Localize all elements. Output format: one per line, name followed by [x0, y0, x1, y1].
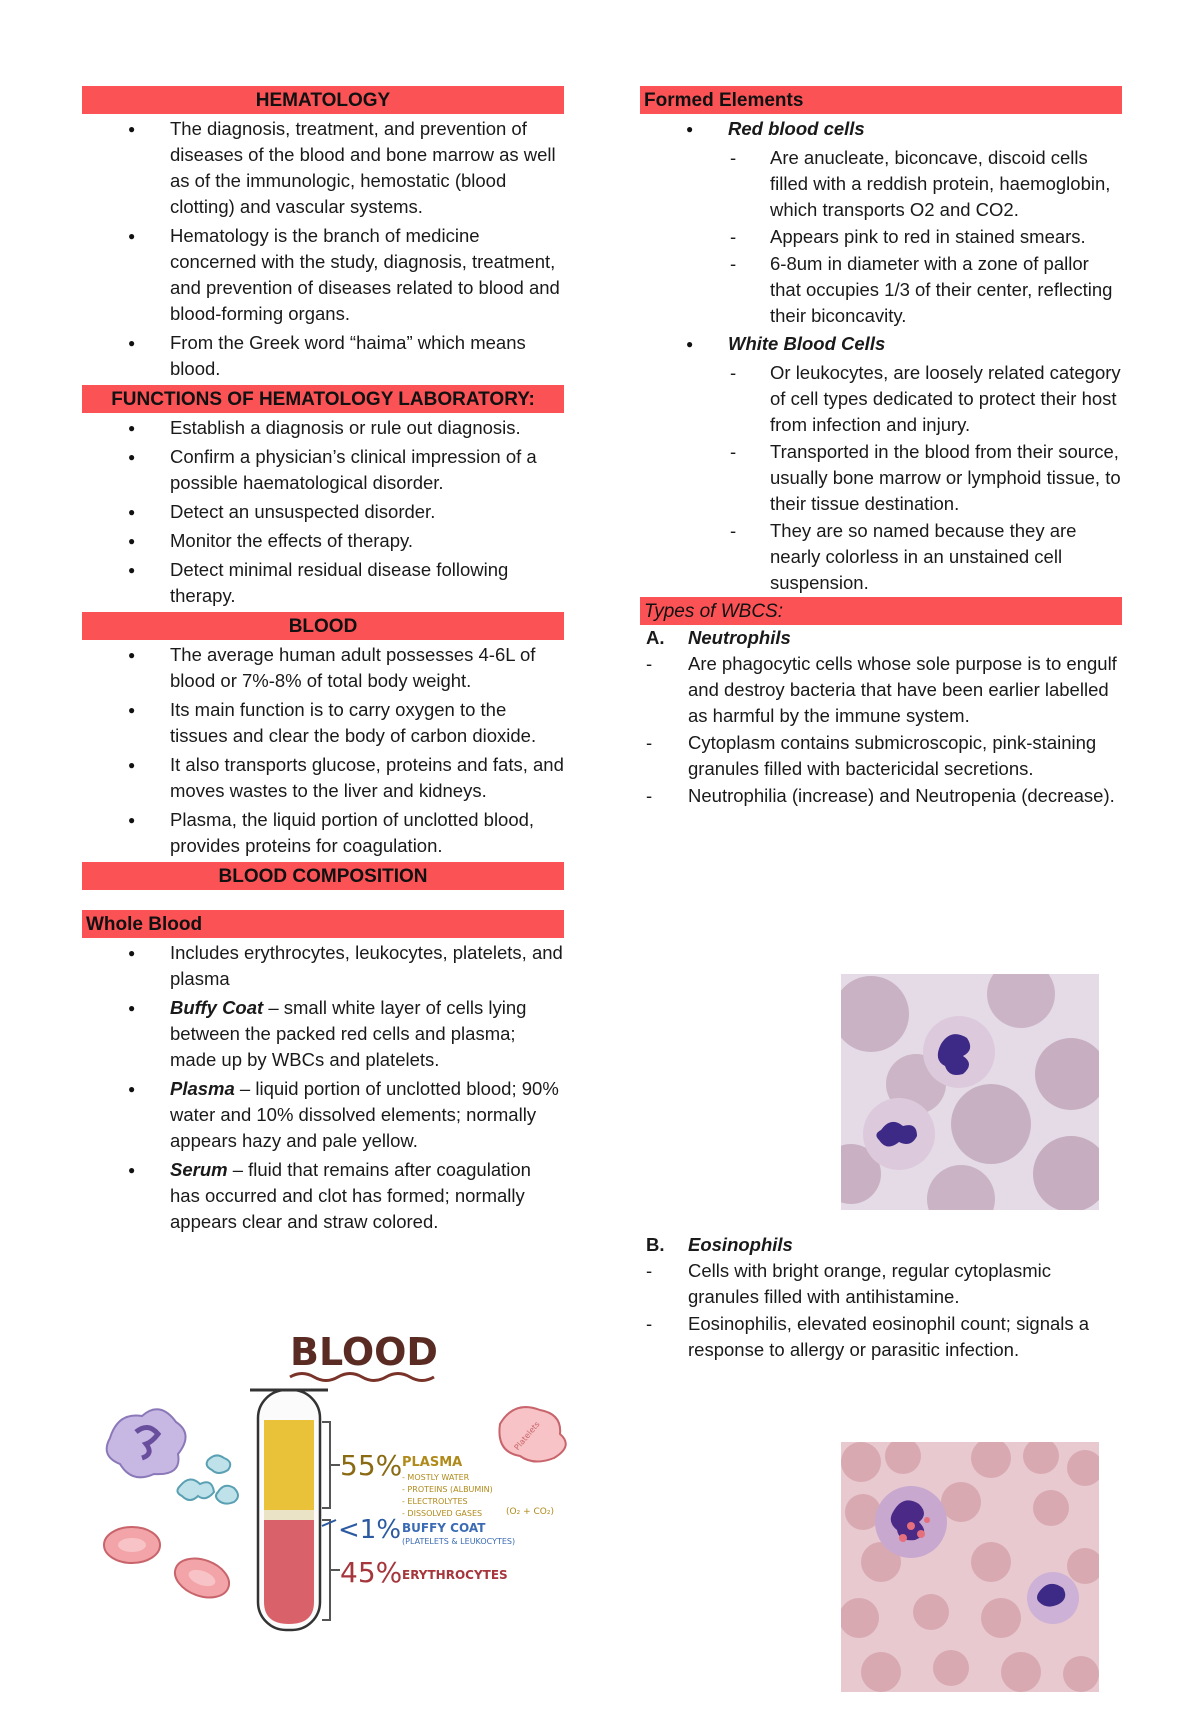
- platelet-icon: [177, 1455, 238, 1503]
- types-of-wbcs-header: Types of WBCS:: [640, 597, 1122, 625]
- list-item: ● Includes erythrocytes, leukocytes, platelets, and plasma: [82, 940, 564, 992]
- list-item: ● Its main function is to carry oxygen to the tissues and clear the body of carbon dioxide.: [82, 697, 564, 749]
- platelet-cell-icon: [499, 1407, 565, 1461]
- list-item: - Are phagocytic cells whose sole purpose is to engulf and destroy bacteria that have been earlier labelled as harmful by the immune system.: [640, 651, 1122, 729]
- blood-composition-diagram: [100, 1320, 600, 1650]
- list-item: ● The average human adult possesses 4-6L of blood or 7%-8% of total body weight.: [82, 642, 564, 694]
- erythrocytes-percent: 45%: [340, 1556, 403, 1589]
- list-item: ● Confirm a physician’s clinical impression of a possible haematological disorder.: [82, 444, 564, 496]
- list-item: ● Hematology is the branch of medicine concerned with the study, diagnosis, treatment, and prevention of diseases related to blood and blood-forming organs.: [82, 223, 564, 327]
- list-item: - Cells with bright orange, regular cytoplasmic granules filled with antihistamine.: [640, 1258, 1122, 1310]
- list-item: ● Establish a diagnosis or rule out diagnosis.: [82, 415, 564, 441]
- platelets-label: Platelets: [512, 1419, 542, 1452]
- wbc-list: [640, 360, 1122, 596]
- rbc-list: [640, 145, 1122, 329]
- list-item: ● From the Greek word “haima” which means blood.: [82, 330, 564, 382]
- hematology-header: HEMATOLOGY: [82, 86, 564, 114]
- list-item: [82, 995, 564, 1073]
- serum-text: – fluid that remains after coagulation has occurred and clot has formed; normally appears clear and straw colored.: [170, 1159, 531, 1232]
- left-column: [82, 86, 564, 1238]
- rbc-title: ● Red blood cells: [640, 116, 1122, 142]
- list-item: - Are anucleate, biconcave, discoid cells filled with a reddish protein, haemoglobin, which transports O2 and CO2.: [640, 145, 1122, 223]
- buffy-sub: (PLATELETS & LEUKOCYTES): [402, 1537, 516, 1546]
- plasma-text: – liquid portion of unclotted blood; 90% water and 10% dissolved elements; normally appears hazy and pale yellow.: [170, 1078, 559, 1151]
- eosinophil-micrograph: [841, 1442, 1099, 1692]
- rbc-section: [640, 116, 1122, 142]
- neutrophils-letter: A.: [646, 627, 665, 648]
- eosinophils-heading: [640, 1232, 1122, 1258]
- functions-list: [82, 415, 564, 609]
- right-column: [640, 86, 1122, 810]
- list-item: ● Detect an unsuspected disorder.: [82, 499, 564, 525]
- plasma-percent: 55%: [340, 1449, 403, 1482]
- list-item: - 6-8um in diameter with a zone of pallor that occupies 1/3 of their center, reflecting their biconcavity.: [640, 251, 1122, 329]
- formed-elements-header: Formed Elements: [640, 86, 1122, 114]
- list-item: - Appears pink to red in stained smears.: [640, 224, 1122, 250]
- wbc-section: [640, 331, 1122, 357]
- list-item: ● Monitor the effects of therapy.: [82, 528, 564, 554]
- list-item: - Transported in the blood from their source, usually bone marrow or lymphoid tissue, to their tissue destination.: [640, 439, 1122, 517]
- plasma-sub-1: - MOSTLY WATER: [402, 1473, 470, 1482]
- serum-term: Serum: [170, 1159, 228, 1180]
- plasma-sub-3: - ELECTROLYTES: [402, 1497, 468, 1506]
- whole-blood-list: [82, 940, 564, 1235]
- wbc-title: ● White Blood Cells: [640, 331, 1122, 357]
- erythrocytes-label: ERYTHROCYTES: [402, 1568, 508, 1582]
- list-item: - Eosinophilis, elevated eosinophil count; signals a response to allergy or parasitic infection.: [640, 1311, 1122, 1363]
- plasma-term: Plasma: [170, 1078, 235, 1099]
- list-item: - Neutrophilia (increase) and Neutropenia (decrease).: [640, 783, 1122, 809]
- list-item: - Cytoplasm contains submicroscopic, pink-staining granules filled with bactericidal secretions.: [640, 730, 1122, 782]
- functions-header: FUNCTIONS OF HEMATOLOGY LABORATORY:: [82, 385, 564, 413]
- buffy-percent: <1%: [338, 1515, 402, 1545]
- plasma-sub-2: - PROTEINS (ALBUMIN): [402, 1485, 493, 1494]
- leukocyte-icon: [107, 1409, 186, 1477]
- list-item: ● Detect minimal residual disease following therapy.: [82, 557, 564, 609]
- eosinophils-section: [640, 1232, 1122, 1364]
- red-blood-cell-icon: [104, 1527, 234, 1604]
- list-item: [82, 1157, 564, 1235]
- eosinophils-title: Eosinophils: [688, 1234, 793, 1255]
- list-item: ● It also transports glucose, proteins and fats, and moves wastes to the liver and kidneys.: [82, 752, 564, 804]
- plasma-label: PLASMA: [402, 1455, 463, 1470]
- plasma-sub-4: - DISSOLVED GASES: [402, 1509, 483, 1518]
- buffy-coat-term: Buffy Coat: [170, 997, 264, 1018]
- list-item: - They are so named because they are nearly colorless in an unstained cell suspension.: [640, 518, 1122, 596]
- neutrophils-heading: [640, 625, 1122, 651]
- neutrophils-list: [640, 651, 1122, 809]
- neutrophil-micrograph: [841, 974, 1099, 1210]
- hematology-list: [82, 116, 564, 382]
- list-item: - Or leukocytes, are loosely related category of cell types dedicated to protect their host from infection and injury.: [640, 360, 1122, 438]
- list-item: ● The diagnosis, treatment, and prevention of diseases of the blood and bone marrow as well as of the immunologic, hemostatic (blood clotting) and vascular systems.: [82, 116, 564, 220]
- list-item: [82, 1076, 564, 1154]
- dissolved-gases: (O₂ + CO₂): [506, 1507, 554, 1517]
- list-item: ● Plasma, the liquid portion of unclotted blood, provides proteins for coagulation.: [82, 807, 564, 859]
- blood-list: [82, 642, 564, 859]
- blood-composition-header: BLOOD COMPOSITION: [82, 862, 564, 890]
- neutrophils-title: Neutrophils: [688, 627, 791, 648]
- whole-blood-header: Whole Blood: [82, 910, 564, 938]
- diagram-title: BLOOD: [290, 1330, 438, 1374]
- buffy-coat-text: – small white layer of cells lying between the packed red cells and plasma; made up by WBCs and platelets.: [170, 997, 527, 1070]
- buffy-label: BUFFY COAT: [402, 1521, 486, 1535]
- blood-header: BLOOD: [82, 612, 564, 640]
- eosinophils-letter: B.: [646, 1234, 665, 1255]
- eosinophils-list: [640, 1258, 1122, 1363]
